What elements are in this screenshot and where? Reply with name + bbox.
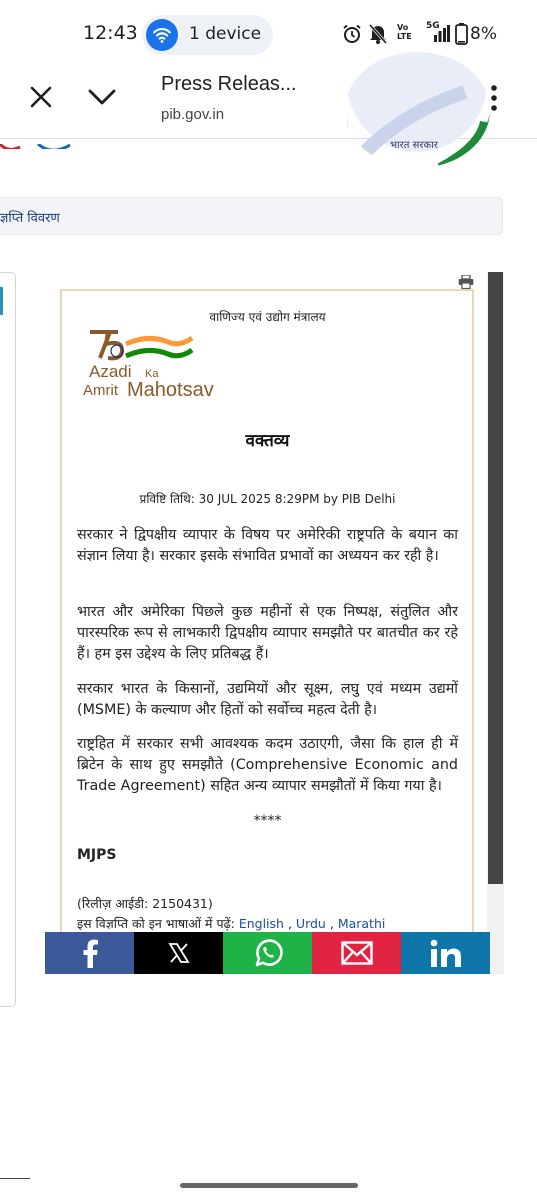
whatsapp-share-button[interactable] (223, 932, 312, 974)
release-id: (रिलीज़ आईडी: 2150431) (77, 896, 213, 911)
mail-icon (341, 941, 373, 965)
gesture-navigation-bar[interactable] (180, 1183, 358, 1188)
email-share-button[interactable] (312, 932, 401, 974)
signal-icon (434, 25, 450, 42)
device-connection-pill[interactable] (142, 15, 273, 55)
chevron-down-icon[interactable] (87, 88, 117, 106)
language-link-english[interactable]: English (238, 916, 284, 931)
logo-ka: Ka (145, 368, 159, 380)
release-paragraph: सरकार भारत के किसानों, उद्यमियों और सूक्ष्म, लघु एवं मध्यम उद्यमों (MSME) के कल्याण और हितों को सर्वोच्च महत्व देती है। (77, 681, 458, 718)
side-panel-accent (0, 287, 3, 315)
linkedin-share-button[interactable] (401, 932, 490, 974)
battery-icon (455, 23, 468, 45)
x-icon (168, 942, 190, 964)
close-icon[interactable] (29, 85, 53, 109)
dialog-scrollbar-thumb[interactable] (488, 272, 503, 884)
status-bar (0, 0, 537, 66)
logo-amrit: Amrit (83, 382, 118, 399)
tab-url: pib.gov.in (161, 106, 225, 123)
alarm-icon (342, 24, 362, 44)
status-time: 12:43 (83, 22, 138, 44)
press-release-dialog (45, 272, 490, 974)
azadi-ka-amrit-mahotsav-logo (83, 328, 223, 408)
mute-bell-icon (368, 23, 388, 45)
logo-mahotsav: Mahotsav (127, 379, 214, 401)
ministry-name: वाणिज्य एवं उद्योग मंत्रालय (209, 310, 326, 324)
signoff-initials: MJPS (77, 847, 117, 863)
language-separator: , (287, 916, 292, 931)
more-vert-icon[interactable] (489, 84, 499, 112)
emblem-caption: भारत सरकार (390, 140, 438, 151)
language-separator: , (329, 916, 334, 931)
posted-date: प्रविष्टि तिथि: 30 JUL 2025 8:29PM by PIB Delhi (139, 492, 396, 506)
breadcrumb-label: ज्ञप्ति विवरण (0, 211, 60, 226)
left-logo-fragment (0, 139, 80, 149)
release-paragraph: सरकार ने द्विपक्षीय व्यापार के विषय पर अमेरिकी राष्ट्रपति के बयान का संज्ञान लिया है। सरकार इसके संभावित प्रभावों का अध्ययन कर रही है। (77, 527, 458, 564)
battery-percent: 8% (470, 24, 497, 44)
logo-azadi: Azadi (89, 362, 132, 381)
read-in-label: इस विज्ञप्ति को इन भाषाओं में पढ़ें: (77, 916, 235, 931)
x-share-button[interactable] (134, 932, 223, 974)
device-count-label: 1 device (189, 24, 262, 44)
language-link-marathi[interactable]: Marathi (337, 916, 386, 931)
release-heading: वक्तव्य (245, 431, 290, 451)
facebook-share-button[interactable] (45, 932, 134, 974)
status-icons (338, 20, 528, 48)
linkedin-icon (430, 939, 462, 967)
wifi-icon (146, 19, 178, 51)
5g-indicator: 5G (426, 21, 440, 31)
language-link-urdu[interactable]: Urdu (295, 916, 326, 931)
print-icon[interactable] (458, 275, 474, 289)
page-underline (0, 1178, 30, 1179)
whatsapp-icon (253, 938, 283, 968)
language-links (77, 915, 385, 932)
separator-stars: **** (253, 813, 282, 829)
breadcrumb (0, 197, 503, 235)
side-panel (0, 272, 16, 1007)
volte-indicator: Vo LTE (397, 23, 412, 41)
facebook-icon (82, 938, 98, 968)
tab-title: Press Releas... (161, 73, 297, 95)
release-paragraph: राष्ट्रहित में सरकार सभी आवश्यक कदम उठाएगी, जैसा कि हाल ही में ब्रिटेन के साथ हुए समझौते (Comprehensive Economic and Trade Agreement) सहित अन्य व्यापार समझौतों में किया गया है। (77, 736, 458, 794)
share-bar (45, 932, 490, 974)
release-paragraph: भारत और अमेरिका पिछले कुछ महीनों से एक निष्पक्ष, संतुलित और पारस्परिक रूप से लाभकारी द्विपक्षीय व्यापार समझौते पर बातचीत कर रहे हैं। हम इस उद्देश्य के लिए प्रतिबद्ध हैं। (77, 604, 458, 662)
